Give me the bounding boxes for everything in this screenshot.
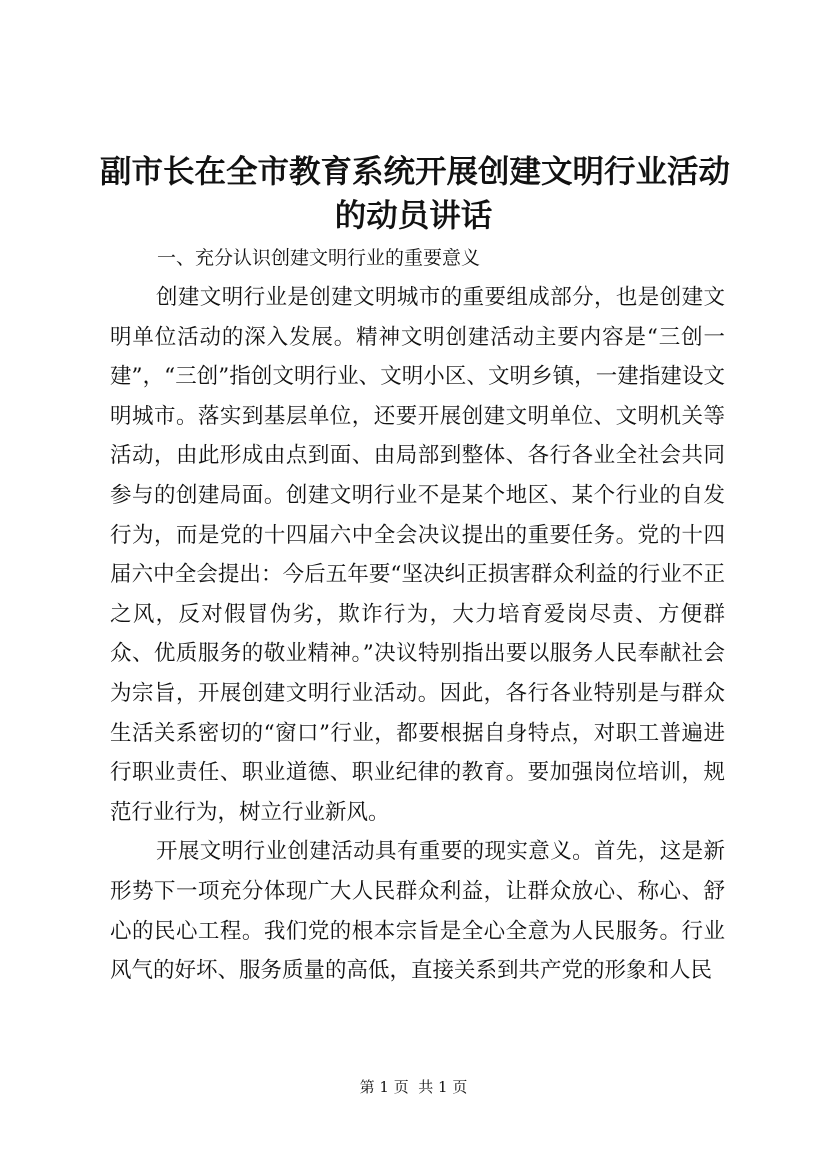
section-heading: 一、充分认识创建文明行业的重要意义 xyxy=(157,247,481,269)
page-number: 第 1 页 共 1 页 xyxy=(359,1078,468,1096)
page-footer xyxy=(0,1077,827,1097)
document-body xyxy=(110,238,725,991)
title-line-2: 的动员讲话 xyxy=(334,197,493,234)
body-paragraph-1: 创建文明行业是创建文明城市的重要组成部分，也是创建文明单位活动的深入发展。精神文明创建活动主要内容是“三创一建”，“三创”指创文明行业、文明小区、文明乡镇，一建指建设文明城市。落实到基层单位，还要开展创建文明单位、文明机关等活动，由此形成由点到面、由局部到整体、各行各业全社会共同参与的创建局面。创建文明行业不是某个地区、某个行业的自发行为，而是党的十四届六中全会决议提出的重要任务。党的十四届六中全会提出：今后五年要“坚决纠正损害群众利益的行业不正之风，反对假冒伪劣，欺诈行为，大力培育爱岗尽责、方便群众、优质服务的敬业精神。”决议特别指出要以服务人民奉献社会为宗旨，开展创建文明行业活动。因此，各行各业特别是与群众生活关系密切的“窗口”行业，都要根据自身特点，对职工普遍进行职业责任、职业道德、职业纪律的教育。要加强岗位培训，规范行业行为，树立行业新风。 xyxy=(110,285,725,825)
body-paragraph-2: 开展文明行业创建活动具有重要的现实意义。首先，这是新形势下一项充分体现广大人民群众利益，让群众放心、称心、舒心的民心工程。我们党的根本宗旨是全心全意为人民服务。行业风气的好坏、服务质量的高低，直接关系到共产党的形象和人民 xyxy=(110,839,725,984)
title-line-1: 副市长在全市教育系统开展创建文明行业活动 xyxy=(100,153,731,190)
document-title xyxy=(100,150,731,238)
